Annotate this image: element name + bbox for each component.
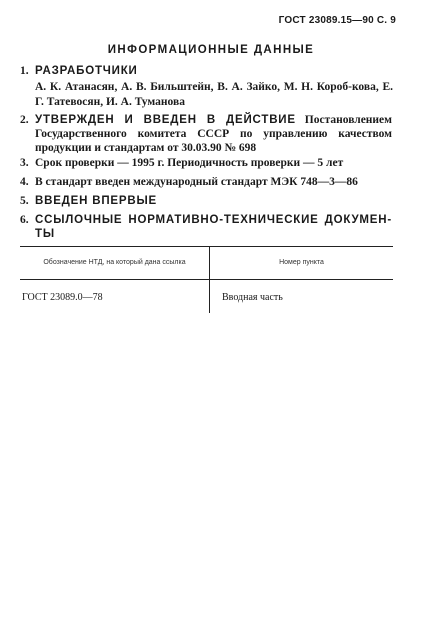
section-6 [20,213,392,241]
column-header-ntd: Обозначение НТД, на который дана ссылка [20,247,210,280]
table-header-row [20,247,393,280]
page-header-standard-ref: ГОСТ 23089.15—90 С. 9 [278,15,396,26]
section-number: 1. [20,65,29,77]
references-table [20,246,393,313]
section-heading: ВВЕДЕН ВПЕРВЫЕ [35,195,157,207]
column-header-clause: Номер пункта [210,247,394,280]
section-number: 5. [20,195,29,207]
section-number: 6. [20,214,29,226]
section-1 [20,64,392,78]
section-number: 4. [20,176,29,188]
section-number: 3. [20,157,29,169]
table-cell-clause: Вводная часть [222,292,283,303]
section-number: 2. [20,114,29,126]
table-cell-ntd: ГОСТ 23089.0—78 [20,280,210,314]
section-heading: ССЫЛОЧНЫЕ НОРМАТИВНО-ТЕХНИЧЕСКИЕ ДОКУМЕН-ТЫ [35,214,392,240]
section-body: Срок проверки — 1995 г. Периодичность проверки — 5 лет [35,157,344,169]
section-heading: УТВЕРЖДЕН И ВВЕДЕН В ДЕЙСТВИЕ [35,114,296,126]
section-text [35,113,392,155]
section-heading: РАЗРАБОТЧИКИ [35,65,138,77]
section-body: В стандарт введен международный стандарт МЭК 748—3—86 [35,176,358,188]
section-5 [20,194,392,208]
section-body: Постановлением Государственного комитета СССР по управлению качеством продукции и стандартам от 30.03.90 № 698 [35,114,392,154]
section-2 [20,113,392,155]
section-3 [20,156,392,170]
section-1-body: А. К. Атанасян, А. В. Бильштейн, В. А. Зайко, М. Н. Короб-кова, Е. Г. Татевосян, И. А. Туманова [35,81,393,108]
section-4 [20,175,392,189]
page-title: ИНФОРМАЦИОННЫЕ ДАННЫЕ [107,44,315,56]
table-row [20,280,393,314]
